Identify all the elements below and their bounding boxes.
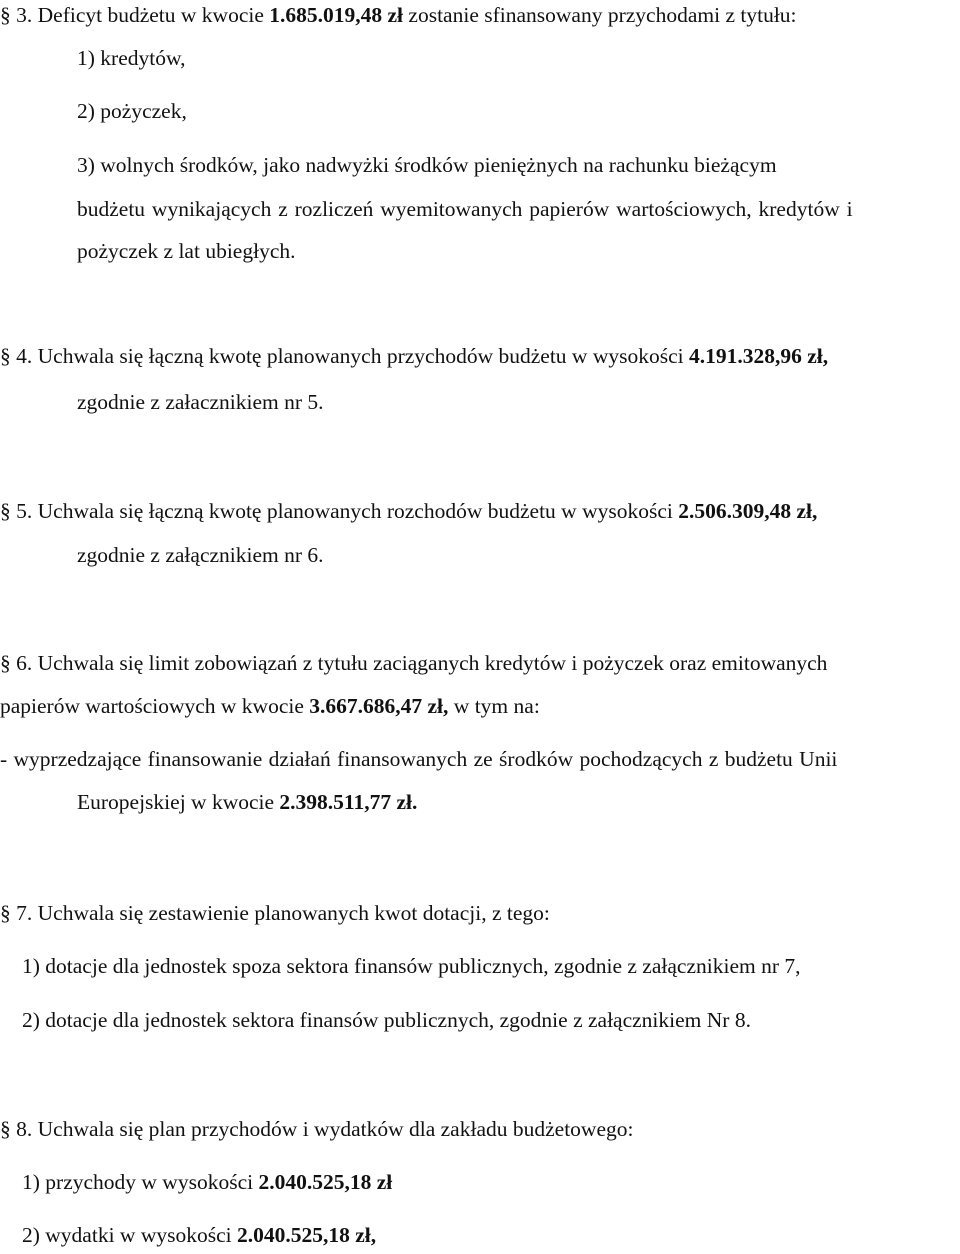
list-item — [77, 152, 955, 178]
section-4-line-2: zgodnie z załacznikiem nr 5. — [77, 390, 324, 414]
list-item: 2) pożyczek, — [77, 99, 187, 123]
section-8-text: 8. Uchwala się plan przychodów i wydatków dla zakładu budżetowego: — [16, 1117, 634, 1141]
section-6-line-2 — [0, 693, 540, 719]
section-7-heading — [0, 900, 550, 926]
section-3-text-after: zostanie sfinansowany przychodami z tytułu: — [403, 3, 797, 27]
section-6-text: 6. Uchwala się limit zobowiązań z tytułu zaciąganych kredytów i pożyczek oraz emitowanych — [16, 651, 828, 675]
list-item: 2) dotacje dla jednostek sektora finansów publicznych, zgodnie z załącznikiem Nr 8. — [22, 1008, 751, 1032]
eu-financing-amount: 2.398.511,77 zł. — [279, 790, 418, 814]
section-5-line-1 — [0, 498, 817, 524]
section-8-heading — [0, 1116, 633, 1142]
section-symbol: § — [0, 3, 11, 27]
income-amount: 2.040.525,18 zł — [258, 1170, 393, 1194]
list-item-continuation: pożyczek z lat ubiegłych. — [77, 239, 296, 263]
section-5-line-2: zgodnie z załącznikiem nr 6. — [77, 543, 324, 567]
list-item — [22, 1169, 392, 1195]
section-symbol: § — [0, 499, 11, 523]
section-4-line-1 — [0, 343, 828, 369]
revenue-amount: 4.191.328,96 zł, — [689, 344, 829, 368]
section-symbol: § — [0, 651, 11, 675]
section-symbol: § — [0, 901, 11, 925]
expenses-amount: 2.040.525,18 zł, — [236, 1223, 377, 1247]
list-item: 1) dotacje dla jednostek spoza sektora finansów publicznych, zgodnie z załącznikiem nr 7, — [22, 954, 801, 978]
deficit-amount: 1.685.019,48 zł — [269, 3, 404, 27]
list-item-text: 3) wolnych środków, jako nadwyżki środków pieniężnych na rachunku bieżącym — [77, 153, 777, 177]
section-7-text: 7. Uchwala się zestawienie planowanych kwot dotacji, z tego: — [16, 901, 550, 925]
section-3-text: 3. Deficyt budżetu w kwocie — [16, 3, 270, 27]
section-4-text: 4. Uchwala się łączną kwotę planowanych przychodów budżetu w wysokości — [16, 344, 689, 368]
section-6-bullet-line-2 — [77, 789, 417, 815]
section-6-text: papierów wartościowych w kwocie — [0, 694, 310, 718]
section-3-line-1 — [0, 2, 797, 28]
limit-amount: 3.667.686,47 zł, — [309, 694, 449, 718]
section-symbol: § — [0, 1117, 11, 1141]
section-6-line-1 — [0, 650, 827, 676]
expenditure-amount: 2.506.309,48 zł, — [678, 499, 818, 523]
list-item-continuation: budżetu wynikających z rozliczeń wyemitowanych papierów wartościowych, kredytów i — [77, 197, 853, 221]
section-6-bullet-text: Europejskiej w kwocie — [77, 790, 280, 814]
list-item: 1) kredytów, — [77, 46, 186, 70]
list-item — [22, 1222, 376, 1248]
section-6-text-after: w tym na: — [448, 694, 540, 718]
list-item-text: 2) wydatki w wysokości — [22, 1223, 237, 1247]
list-item-text: 1) przychody w wysokości — [22, 1170, 259, 1194]
section-6-bullet-line-1: - wyprzedzające finansowanie działań finansowanych ze środków pochodzących z budżetu Unii — [0, 747, 838, 771]
section-5-text: 5. Uchwala się łączną kwotę planowanych rozchodów budżetu w wysokości — [16, 499, 679, 523]
section-symbol: § — [0, 344, 11, 368]
